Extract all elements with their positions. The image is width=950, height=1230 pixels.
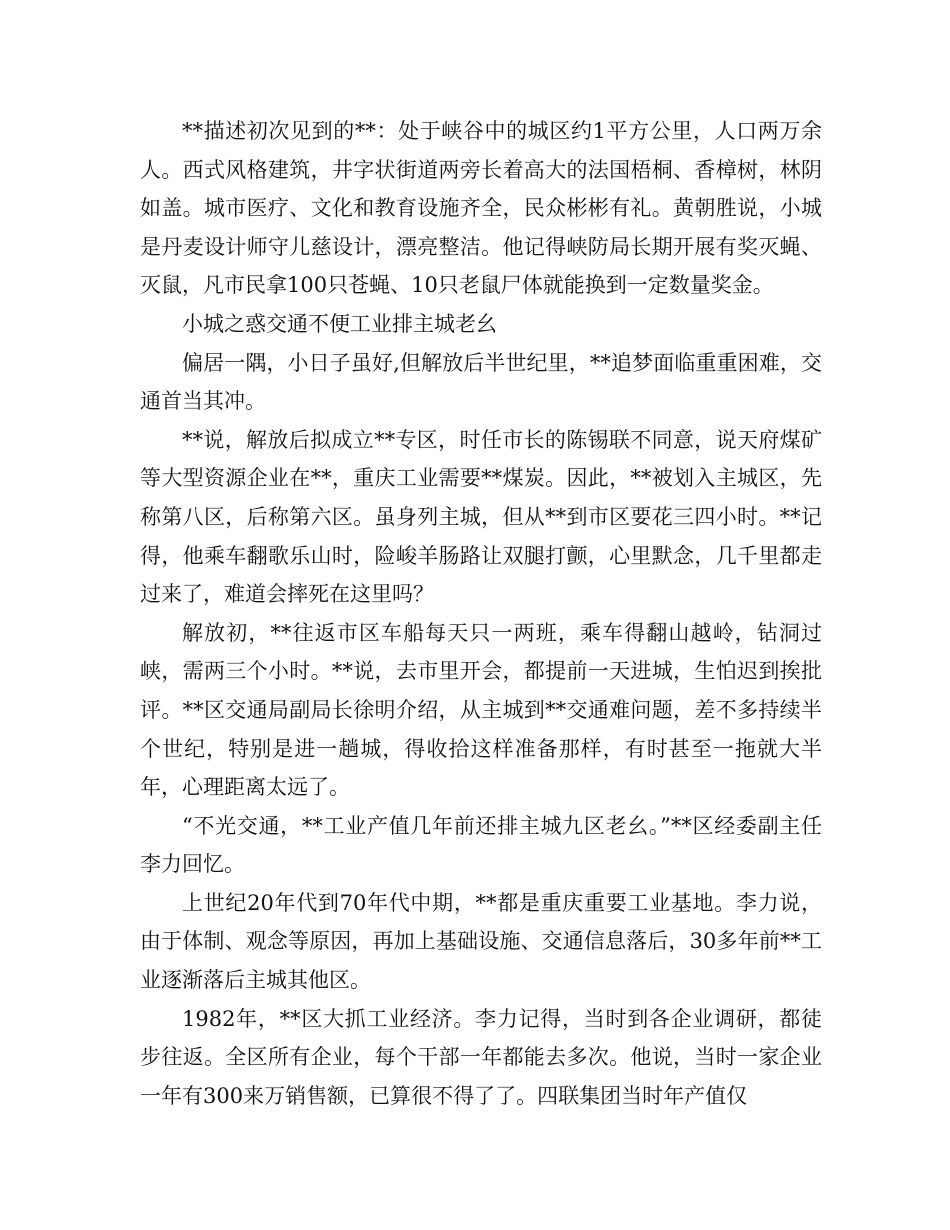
- paragraph: 1982年，**区大抓工业经济。李力记得，当时到各企业调研，都徒步往返。全区所有企业，每个干部一年都能去多次。他说，当时一家企业一年有300来万销售额，已算很不得了了。四联集团当时年产值仅: [140, 1006, 822, 1108]
- paragraph-intro: **描述初次见到的**：处于峡谷中的城区约1平方公里，人口两万余人。西式风格建筑，井字状街道两旁长着高大的法国梧桐、香樟树，林阴如盖。城市医疗、文化和教育设施齐全，民众彬彬有礼。黄朝胜说，小城是丹麦设计师守儿慈设计，漂亮整洁。他记得峡防局长期开展有奖灭蝇、灭鼠，凡市民拿100只苍蝇、10只老鼠尸体就能换到一定数量奖金。: [140, 119, 822, 298]
- section-heading: 小城之惑交通不便工业排主城老幺: [182, 311, 497, 336]
- paragraph: **说，解放后拟成立**专区，时任市长的陈锡联不同意，说天府煤矿等大型资源企业在**，重庆工业需要**煤炭。因此，**被划入主城区，先称第八区，后称第六区。虽身列主城，但从**到市区要花三四小时。**记得，他乘车翻歌乐山时，险峻羊肠路让双腿打颤，心里默念，几千里都走过来了，难道会摔死在这里吗？: [140, 427, 822, 607]
- document-page: [140, 112, 822, 1115]
- paragraph: 偏居一隅，小日子虽好,但解放后半世纪里，**追梦面临重重困难，交通首当其冲。: [140, 350, 822, 414]
- paragraph: 解放初，**往返市区车船每天只一两班，乘车得翻山越岭，钻洞过峡，需两三个小时。**说，去市里开会，都提前一天进城，生怕迟到挨批评。**区交通局副局长徐明介绍，从主城到**交通难问题，差不多持续半个世纪，特别是进一趟城，得收拾这样准备那样，有时甚至一拖就大半年，心理距离太远了。: [140, 620, 822, 800]
- paragraph: 上世纪20年代到70年代中期，**都是重庆重要工业基地。李力说，由于体制、观念等原因，再加上基础设施、交通信息落后，30多年前**工业逐渐落后主城其他区。: [140, 890, 822, 993]
- paragraph-quote: “不光交通，**工业产值几年前还排主城九区老幺。”**区经委副主任李力回忆。: [140, 813, 822, 877]
